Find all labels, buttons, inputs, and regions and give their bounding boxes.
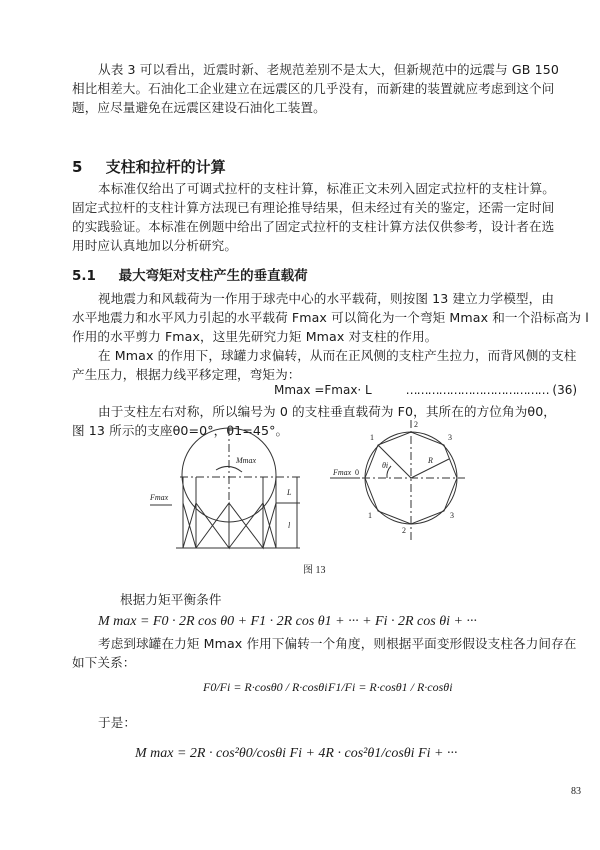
support-number: 2 xyxy=(402,526,406,535)
section-title: 最大弯矩对支柱产生的垂直载荷 xyxy=(118,268,308,284)
equation-ratio-1: F1/Fi = R·cosθ1 / R·cosθi xyxy=(328,680,453,694)
support-number: 3 xyxy=(450,511,454,520)
section-5-heading xyxy=(72,156,226,177)
section-title: 支柱和拉杆的计算 xyxy=(105,158,226,176)
text-line: 相比相差大。石油化工企业建立在远震区的几乎没有，而新建的装置就应考虑到这个问 xyxy=(72,81,555,96)
text-line: 产生压力，根据力线平移定理，弯矩为： xyxy=(72,367,301,382)
support-number: 1 xyxy=(370,433,374,442)
force-label-plan: Fmax xyxy=(333,468,352,477)
section-number: 5 xyxy=(72,158,83,176)
text-line: 由于支柱左右对称，所以编号为 0 的支柱垂直载荷为 F0，其所在的方位角为θ0， xyxy=(98,404,556,419)
theta-label: θi xyxy=(382,461,389,470)
dim-L-label: L xyxy=(287,488,292,497)
text-line: 从表 3 可以看出，近震时新、老规范差别不是太大，但新规范中的远震与 GB 150 xyxy=(98,62,559,77)
dim-l-label: l xyxy=(288,521,291,530)
equation-leader: ………………………………… xyxy=(405,383,549,397)
support-number: 0 xyxy=(355,468,359,477)
text-line: 固定式拉杆的支柱计算方法现已有理论推导结果，但未经过有关的鉴定，还需一定时间 xyxy=(72,200,555,215)
moment-label: Mmax xyxy=(236,456,256,465)
text-line: 用时应认真地加以分析研究。 xyxy=(72,238,238,253)
text-line: 视地震力和风载荷为一作用于球壳中心的水平载荷，则按图 13 建立力学模型，由 xyxy=(98,291,555,306)
text-line: 的实践验证。本标准在例题中给出了固定式拉杆的支柱计算方法仅供参考，设计者在选 xyxy=(72,219,555,234)
text-line: 根据力矩平衡条件 xyxy=(120,592,222,607)
equation-lhs: Mmax =Fmax· L xyxy=(274,383,372,397)
text-line: 在 Mmax 的作用下，球罐力求偏转，从而在正风侧的支柱产生拉力，而背风侧的支柱 xyxy=(98,348,577,363)
section-5-1-heading xyxy=(72,264,308,284)
figure-13 xyxy=(150,420,470,590)
equation-36 xyxy=(274,383,577,397)
equation-number: (36) xyxy=(552,383,578,397)
equation-ratio-0: F0/Fi = R·cosθ0 / R·cosθi xyxy=(203,680,328,694)
figure-caption: 图 13 xyxy=(303,565,326,576)
equation-text: M max = F0 · 2R cos θ0 + F1 · 2R cos θ1 + ··· + Fi · 2R cos θi + ··· xyxy=(98,614,477,629)
text-line: 考虑到球罐在力矩 Mmax 作用下偏转一个角度，则根据平面变形假设支柱各力间存在 xyxy=(98,636,577,651)
text-line: 题，应尽量避免在远震区建设石油化工装置。 xyxy=(72,100,326,115)
support-number: 2 xyxy=(414,420,418,429)
force-label: Fmax xyxy=(150,493,169,502)
support-number: 1 xyxy=(368,511,372,520)
text-line: 作用的水平剪力 Fmax，这里先研究力矩 Mmax 对支柱的作用。 xyxy=(72,329,438,344)
equation-balance xyxy=(98,614,477,630)
radius-label: R xyxy=(428,456,433,465)
section-number: 5.1 xyxy=(72,268,96,284)
page-number: 83 xyxy=(571,786,581,797)
text-line: 如下关系： xyxy=(72,655,136,670)
equation-final: M max = 2R · cos²θ0/cosθi Fi + 4R · cos²θ1/cosθi Fi + ··· xyxy=(135,746,458,761)
support-number: 3 xyxy=(448,433,452,442)
text-line: 水平地震力和水平风力引起的水平载荷 Fmax 可以简化为一个弯矩 Mmax 和一个沿标高为 l xyxy=(72,310,589,325)
text-line: 图 13 所示的支座θ0=0°，θ1=45°。 xyxy=(72,423,289,438)
text-line: 本标准仅给出了可调式拉杆的支柱计算，标准正文未列入固定式拉杆的支柱计算。 xyxy=(98,181,555,196)
text-line: 于是： xyxy=(98,715,137,730)
support-legs xyxy=(176,477,300,548)
